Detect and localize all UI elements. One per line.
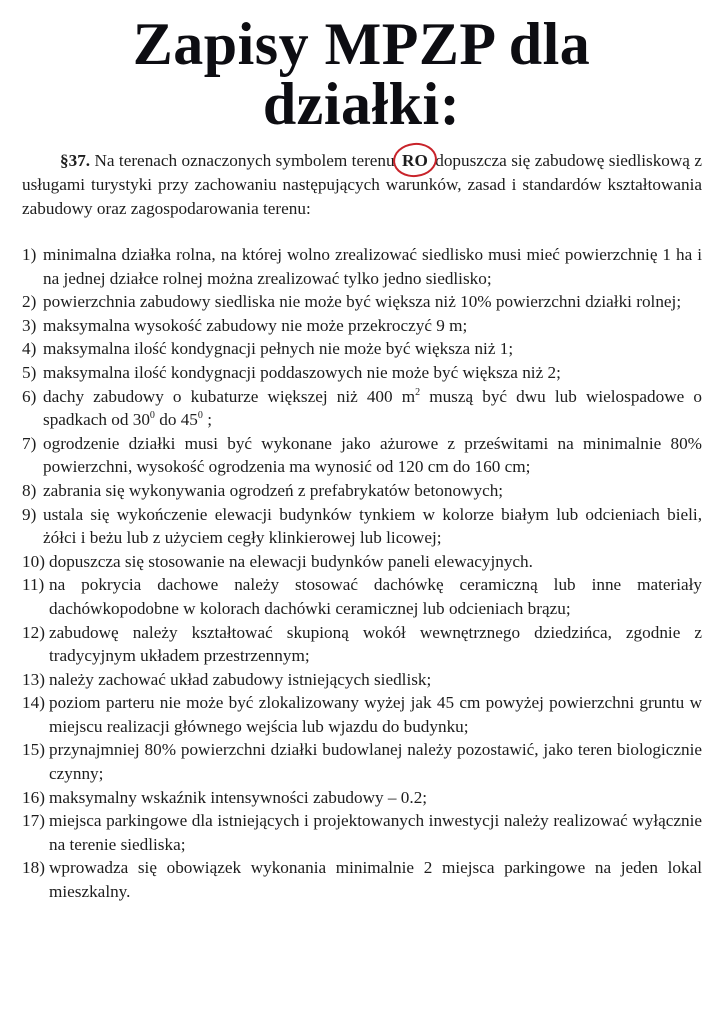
list-item (22, 361, 702, 385)
item-text: ustala się wykończenie elewacji budynków tynkiem w kolorze białym lub odcieniach bieli, żółci i beżu lub z użyciem cegły klinkierowej lub licowej; (43, 504, 702, 548)
list-item (22, 550, 702, 574)
item-text: dopuszcza się stosowanie na elewacji budynków paneli elewacyjnych. (49, 551, 533, 571)
title-line-2: działki: (262, 71, 461, 137)
list-item (22, 243, 702, 290)
list-item (22, 573, 702, 620)
list-item (22, 809, 702, 856)
list-item (22, 856, 702, 903)
intro-paragraph (22, 149, 702, 221)
item-text: zabudowę należy kształtować skupioną wokół wewnętrznego dziedzińca, zgodnie z tradycyjnym układem przestrzennym; (49, 622, 702, 666)
item-text-part: dachy zabudowy o kubaturze większej niż 400 m (43, 386, 416, 406)
list-item (22, 621, 702, 668)
item-number: 16) (22, 787, 45, 807)
item-number: 14) (22, 693, 45, 713)
item-text: należy zachować układ zabudowy istniejących siedlisk; (49, 669, 432, 689)
regulations-list (22, 243, 702, 904)
item-text: ogrodzenie działki musi być wykonane jako ażurowe z prześwitami na minimalnie 80% powierzchni, wysokość ogrodzenia ma wynosić od 120 cm do 160 cm; (43, 433, 702, 477)
item-text-part: do 45 (154, 410, 198, 430)
item-number: 9) (22, 504, 37, 524)
highlight-circle (391, 141, 438, 179)
superscript: 0 (197, 410, 203, 422)
item-text: maksymalna wysokość zabudowy nie może przekroczyć 9 m; (43, 315, 468, 335)
item-text: przynajmniej 80% powierzchni działki budowlanej należy pozostawić, jako teren biologicznie czynny; (49, 740, 702, 784)
list-item (22, 786, 702, 810)
item-text: poziom parteru nie może być zlokalizowany wyżej jak 45 cm powyżej powierzchni gruntu w miejscu realizacji głównego wejścia lub wjazdu do budynku; (49, 693, 702, 736)
item-text-part: muszą być dwu lub wielospadowe o spadkach od 30 (43, 386, 702, 430)
list-item (22, 314, 702, 338)
list-item (22, 290, 702, 314)
item-number: 15) (22, 740, 45, 760)
list-item (22, 432, 702, 479)
superscript: 2 (415, 386, 421, 398)
item-number: 12) (22, 622, 45, 642)
list-item (22, 385, 702, 432)
zone-symbol (399, 149, 431, 173)
item-text: maksymalna ilość kondygnacji pełnych nie może być większa niż 1; (43, 339, 514, 359)
item-text: zabrania się wykonywania ogrodzeń z prefabrykatów betonowych; (43, 480, 504, 500)
list-item (22, 337, 702, 361)
item-number: 4) (22, 339, 37, 359)
item-number: 3) (22, 315, 37, 335)
list-item (22, 668, 702, 692)
item-number: 8) (22, 480, 37, 500)
item-text: miejsca parkingowe dla istniejących i projektowanych inwestycji należy realizować wyłącznie na terenie siedliska; (49, 811, 702, 854)
item-number: 17) (22, 811, 45, 831)
item-text: wprowadza się obowiązek wykonania minimalnie 2 miejsca parkingowe na jeden lokal mieszkalny. (49, 858, 702, 902)
item-text-part: ; (202, 410, 212, 430)
intro-text-before: Na terenach oznaczonych symbolem terenu (90, 151, 400, 170)
item-number: 10) (22, 551, 45, 571)
page-title (0, 11, 723, 137)
item-text: maksymalna ilość kondygnacji poddaszowych nie może być większa niż 2; (43, 362, 561, 382)
item-number: 6) (22, 386, 37, 406)
item-number: 11) (22, 575, 45, 595)
item-number: 1) (22, 245, 37, 264)
zone-symbol-text: RO (402, 151, 428, 170)
list-item (22, 738, 702, 785)
item-text: powierzchnia zabudowy siedliska nie może być większa niż 10% powierzchni działki rolnej; (43, 292, 682, 312)
paragraph-number: §37. (60, 151, 91, 170)
item-number: 2) (22, 292, 37, 312)
item-text: maksymalny wskaźnik intensywności zabudowy – 0.2; (49, 787, 428, 807)
item-text (43, 385, 702, 432)
item-number: 18) (22, 858, 45, 878)
intro-text-after: dopuszcza się zabudowę siedliskową z usługami turystyki przy zachowaniu następujących warunków, zasad i standardów kształtowania zabudowy oraz zagospodarowania terenu: (22, 151, 702, 218)
superscript: 0 (149, 410, 155, 422)
list-item (22, 503, 702, 550)
title-line-1: Zapisy MPZP dla (132, 11, 591, 77)
item-number: 13) (22, 669, 45, 689)
list-item (22, 479, 702, 503)
item-number: 7) (22, 433, 37, 453)
list-item (22, 691, 702, 738)
item-text: minimalna działka rolna, na której wolno zrealizować siedlisko musi mieć powierzchnię 1 ha i na jednej działce rolnej można zrealizować tylko jedno siedlisko; (43, 245, 702, 288)
item-number: 5) (22, 362, 37, 382)
item-text: na pokrycia dachowe należy stosować dachówkę ceramiczną lub inne materiały dachówkopodobne w kolorach dachówki ceramicznej lub odcieniach brązu; (49, 575, 702, 618)
